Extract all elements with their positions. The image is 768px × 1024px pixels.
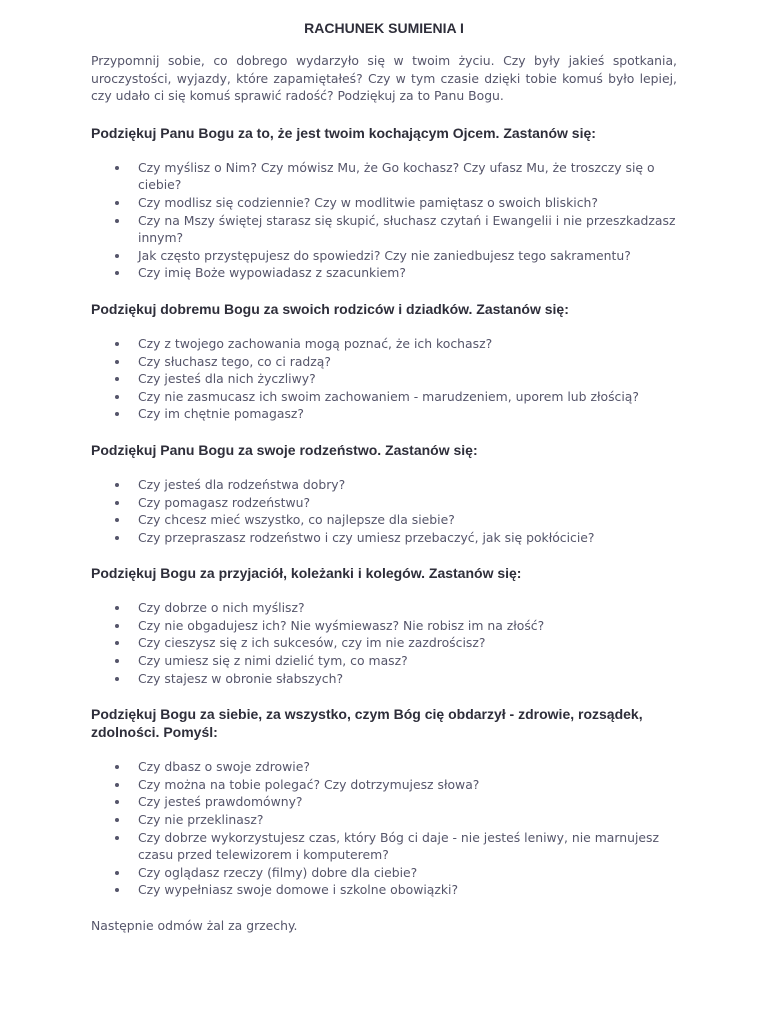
list-item: Czy pomagasz rodzeństwu?	[91, 494, 677, 512]
section-siblings	[91, 441, 677, 546]
list-item: Czy cieszysz się z ich sukcesów, czy im nie zazdrościsz?	[91, 634, 677, 652]
list-item: Czy słuchasz tego, co ci radzą?	[91, 353, 677, 371]
list-item: Czy stajesz w obronie słabszych?	[91, 670, 677, 688]
question-list	[91, 476, 677, 546]
list-item: Czy modlisz się codziennie? Czy w modlitwie pamiętasz o swoich bliskich?	[91, 194, 677, 212]
list-item: Czy chcesz mieć wszystko, co najlepsze dla siebie?	[91, 511, 677, 529]
list-item: Czy jesteś dla rodzeństwa dobry?	[91, 476, 677, 494]
document-page	[91, 17, 677, 935]
section-parents	[91, 300, 677, 423]
section-father	[91, 124, 677, 282]
list-item: Czy jesteś dla nich życzliwy?	[91, 370, 677, 388]
question-list	[91, 159, 677, 282]
list-item: Czy wypełniasz swoje domowe i szkolne obowiązki?	[91, 881, 677, 899]
list-item: Czy imię Boże wypowiadasz z szacunkiem?	[91, 264, 677, 282]
list-item: Czy można na tobie polegać? Czy dotrzymujesz słowa?	[91, 776, 677, 794]
list-item: Czy nie obgadujesz ich? Nie wyśmiewasz? Nie robisz im na złość?	[91, 617, 677, 635]
list-item: Czy nie przeklinasz?	[91, 811, 677, 829]
list-item: Czy na Mszy świętej starasz się skupić, słuchasz czytań i Ewangelii i nie przeszkadzasz innym?	[91, 212, 677, 247]
section-heading: Podziękuj dobremu Bogu za swoich rodziców i dziadków. Zastanów się:	[91, 300, 569, 317]
list-item: Czy oglądasz rzeczy (filmy) dobre dla ciebie?	[91, 864, 677, 882]
list-item: Czy nie zasmucasz ich swoim zachowaniem - marudzeniem, uporem lub złością?	[91, 388, 677, 406]
section-friends	[91, 564, 677, 687]
list-item: Jak często przystępujesz do spowiedzi? Czy nie zaniedbujesz tego sakramentu?	[91, 247, 677, 265]
list-item: Czy przepraszasz rodzeństwo i czy umiesz przebaczyć, jak się pokłócicie?	[91, 529, 677, 547]
list-item: Czy dbasz o swoje zdrowie?	[91, 758, 677, 776]
list-item: Czy z twojego zachowania mogą poznać, że ich kochasz?	[91, 335, 677, 353]
list-item: Czy umiesz się z nimi dzielić tym, co masz?	[91, 652, 677, 670]
list-item: Czy myślisz o Nim? Czy mówisz Mu, że Go kochasz? Czy ufasz Mu, że troszczy się o ciebie?	[91, 159, 677, 194]
list-item: Czy jesteś prawdomówny?	[91, 793, 677, 811]
question-list	[91, 599, 677, 687]
document-title: RACHUNEK SUMIENIA I	[304, 20, 464, 36]
list-item: Czy dobrze o nich myślisz?	[91, 599, 677, 617]
question-list	[91, 758, 677, 899]
section-self	[91, 705, 677, 899]
section-heading: Podziękuj Panu Bogu za to, że jest twoim kochającym Ojcem. Zastanów się:	[91, 124, 596, 141]
intro-paragraph: Przypomnij sobie, co dobrego wydarzyło się w twoim życiu. Czy były jakieś spotkania, uroczystości, wyjazdy, które zapamiętałeś? Czy w tym czasie dzięki tobie komuś było lepiej, czy udało ci się komuś sprawić radość? Podziękuj za to Panu Bogu.	[91, 53, 677, 104]
section-heading: Podziękuj Bogu za siebie, za wszystko, czym Bóg cię obdarzył - zdrowie, rozsądek, zdolności. Pomyśl:	[91, 706, 643, 741]
section-heading: Podziękuj Panu Bogu za swoje rodzeństwo. Zastanów się:	[91, 441, 478, 458]
list-item: Czy im chętnie pomagasz?	[91, 405, 677, 423]
closing-paragraph: Następnie odmów żal za grzechy.	[91, 918, 298, 933]
section-heading: Podziękuj Bogu za przyjaciół, koleżanki i kolegów. Zastanów się:	[91, 565, 522, 582]
list-item: Czy dobrze wykorzystujesz czas, który Bóg ci daje - nie jesteś leniwy, nie marnujesz czasu przed telewizorem i komputerem?	[91, 829, 677, 864]
question-list	[91, 335, 677, 423]
